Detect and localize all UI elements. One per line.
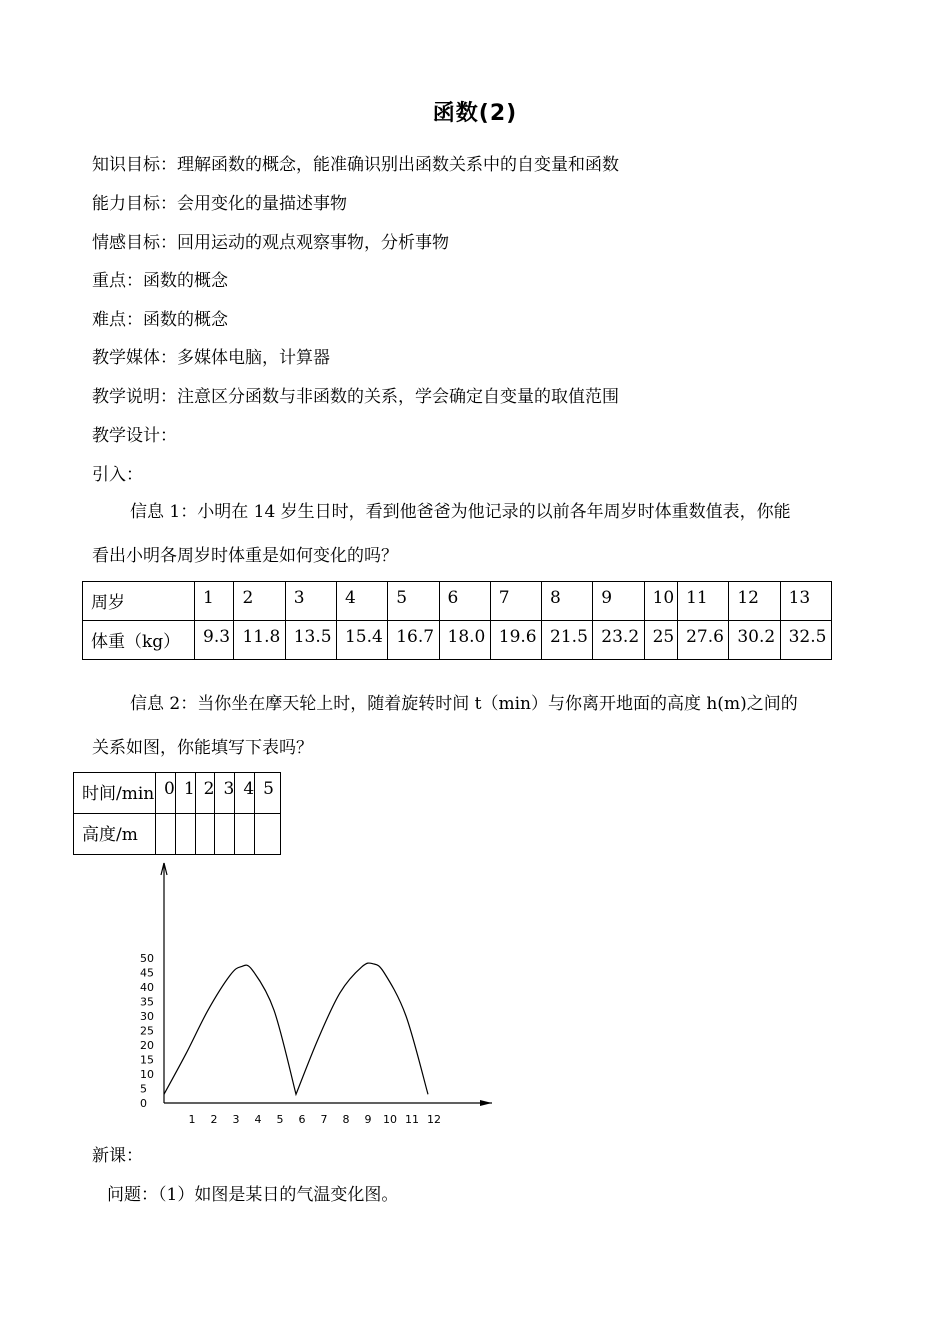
y-tick-label: 0 — [140, 1097, 147, 1110]
intro-heading: 引入： — [92, 465, 143, 485]
table-row — [74, 814, 281, 855]
table-cell: 32.5 — [780, 621, 831, 660]
chart-axes — [161, 863, 492, 1106]
x-tick-label: 5 — [276, 1113, 284, 1126]
table-cell — [215, 814, 235, 855]
x-tick-label: 8 — [342, 1113, 350, 1126]
table-row — [74, 773, 281, 814]
info2-line1: 信息 2：当你坐在摩天轮上时，随着旋转时间 t（min）与你离开地面的高度 h(m)之间的 — [130, 694, 798, 714]
question-text: 问题：（1）如图是某日的气温变化图。 — [107, 1185, 399, 1205]
table-cell: 2 — [195, 773, 215, 814]
y-tick-label: 50 — [140, 952, 154, 965]
x-tick-label: 12 — [427, 1113, 441, 1126]
table-cell: 9 — [593, 582, 644, 621]
table-cell: 3 — [215, 773, 235, 814]
x-tick-label: 1 — [188, 1113, 196, 1126]
difficult-point: 难点：函数的概念 — [92, 310, 228, 330]
table-cell: 9.3 — [195, 621, 234, 660]
table-cell: 21.5 — [542, 621, 593, 660]
table-cell: 19.6 — [490, 621, 541, 660]
info1-line1: 信息 1：小明在 14 岁生日时，看到他爸爸为他记录的以前各年周岁时体重数值表，你能 — [130, 502, 791, 522]
table-cell: 23.2 — [593, 621, 644, 660]
table-cell: 3 — [285, 582, 336, 621]
table-row — [83, 621, 832, 660]
table-cell: 6 — [439, 582, 490, 621]
y-tick-label: 5 — [140, 1082, 147, 1096]
x-tick-label: 6 — [298, 1113, 306, 1126]
teaching-note: 教学说明：注意区分函数与非函数的关系，学会确定自变量的取值范围 — [92, 387, 619, 407]
table-row — [83, 582, 832, 621]
x-tick-label: 3 — [232, 1113, 240, 1126]
table-header-cell: 高度/m — [74, 814, 156, 855]
y-tick-label: 15 — [140, 1053, 154, 1067]
table-cell: 18.0 — [439, 621, 490, 660]
table-cell — [195, 814, 215, 855]
x-tick-label: 10 — [383, 1113, 397, 1126]
table-cell: 0 — [156, 773, 176, 814]
teaching-media: 教学媒体：多媒体电脑，计算器 — [92, 348, 330, 368]
x-tick-labels — [189, 1113, 442, 1126]
table-cell: 11 — [678, 582, 729, 621]
knowledge-goal: 知识目标：理解函数的概念，能准确识别出函数关系中的自变量和函数 — [92, 155, 619, 175]
table-cell: 2 — [234, 582, 285, 621]
table-header-cell: 体重（kg） — [83, 621, 195, 660]
y-tick-label: 45 — [140, 966, 154, 980]
table-cell: 8 — [542, 582, 593, 621]
new-lesson-heading: 新课： — [92, 1146, 143, 1166]
table-cell: 16.7 — [388, 621, 439, 660]
info1-line2: 看出小明各周岁时体重是如何变化的吗？ — [92, 546, 398, 566]
table-cell — [255, 814, 281, 855]
table-cell: 25 — [644, 621, 678, 660]
table-cell — [175, 814, 195, 855]
table-cell: 7 — [490, 582, 541, 621]
y-tick-label: 40 — [140, 981, 154, 994]
table-cell: 30.2 — [729, 621, 780, 660]
table-cell: 1 — [175, 773, 195, 814]
ability-goal: 能力目标：会用变化的量描述事物 — [92, 194, 347, 214]
weight-table — [82, 581, 832, 660]
height-table — [73, 772, 281, 855]
table-cell — [235, 814, 255, 855]
table-header-cell: 周岁 — [83, 582, 195, 621]
table-cell: 12 — [729, 582, 780, 621]
table-cell: 4 — [336, 582, 387, 621]
table-cell: 27.6 — [678, 621, 729, 660]
x-axis-arrow — [480, 1100, 492, 1106]
x-tick-label: 7 — [320, 1113, 328, 1126]
emotion-goal: 情感目标：回用运动的观点观察事物，分析事物 — [92, 233, 449, 253]
y-tick-labels — [140, 952, 154, 1110]
y-tick-label: 20 — [140, 1039, 154, 1052]
table-cell: 5 — [388, 582, 439, 621]
table-cell: 10 — [644, 582, 678, 621]
y-tick-label: 30 — [140, 1010, 154, 1023]
x-tick-label: 2 — [210, 1113, 218, 1126]
table-cell — [156, 814, 176, 855]
height-curve — [164, 963, 428, 1094]
y-tick-label: 10 — [140, 1068, 154, 1081]
table-cell: 13.5 — [285, 621, 336, 660]
table-cell: 11.8 — [234, 621, 285, 660]
info2-line2: 关系如图，你能填写下表吗？ — [92, 738, 313, 758]
x-tick-label: 9 — [364, 1113, 372, 1126]
x-tick-label: 11 — [405, 1113, 419, 1126]
key-point: 重点：函数的概念 — [92, 271, 228, 291]
y-tick-label: 25 — [140, 1024, 154, 1038]
y-tick-label: 35 — [140, 995, 154, 1009]
table-cell: 13 — [780, 582, 831, 621]
ferris-wheel-chart — [120, 855, 500, 1135]
table-cell: 5 — [255, 773, 281, 814]
x-tick-label: 4 — [254, 1113, 262, 1126]
table-cell: 1 — [195, 582, 234, 621]
table-cell: 4 — [235, 773, 255, 814]
table-header-cell: 时间/min — [74, 773, 156, 814]
teaching-design: 教学设计： — [92, 426, 177, 446]
table-cell: 15.4 — [336, 621, 387, 660]
page-title: 函数(2) — [432, 101, 518, 126]
